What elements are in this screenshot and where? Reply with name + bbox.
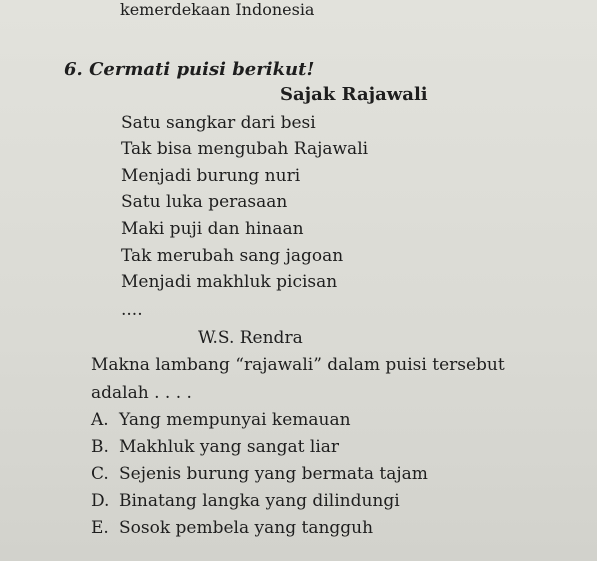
option-letter: C.	[91, 464, 109, 484]
question-heading	[64, 60, 314, 80]
poem-title: Sajak Rajawali	[280, 84, 428, 105]
option-text: Sosok pembela yang tangguh	[119, 518, 374, 538]
option-letter: D.	[91, 491, 110, 511]
poem-line: Menjadi makhluk picisan	[121, 272, 338, 292]
option-text: Binatang langka yang dilindungi	[119, 491, 400, 511]
option-text: Yang mempunyai kemauan	[119, 410, 351, 430]
option-c[interactable]	[91, 464, 428, 484]
question-number: 6.	[64, 59, 83, 80]
option-e[interactable]	[91, 518, 373, 538]
poem-author: W.S. Rendra	[198, 328, 303, 348]
option-letter: A.	[91, 410, 109, 430]
option-text: Makhluk yang sangat liar	[119, 437, 340, 457]
question-text-line-1: Makna lambang “rajawali” dalam puisi tersebut	[91, 355, 505, 375]
option-letter: B.	[91, 437, 109, 457]
previous-text-fragment: kemerdekaan Indonesia	[120, 0, 315, 19]
option-letter: E.	[91, 518, 109, 538]
option-a[interactable]	[91, 410, 351, 430]
option-d[interactable]	[91, 491, 400, 511]
poem-line: Tak bisa mengubah Rajawali	[121, 139, 369, 159]
poem-line: Tak merubah sang jagoan	[121, 246, 344, 266]
option-b[interactable]	[91, 437, 339, 457]
question-instruction: Cermati puisi berikut!	[89, 59, 315, 80]
poem-line: Satu sangkar dari besi	[121, 113, 316, 133]
question-text-line-2: adalah . . . .	[91, 383, 192, 403]
option-text: Sejenis burung yang bermata tajam	[119, 464, 428, 484]
poem-line: Menjadi burung nuri	[121, 166, 301, 186]
poem-line: Maki puji dan hinaan	[121, 219, 304, 239]
poem-ellipsis: ....	[121, 300, 143, 320]
poem-line: Satu luka perasaan	[121, 192, 288, 212]
